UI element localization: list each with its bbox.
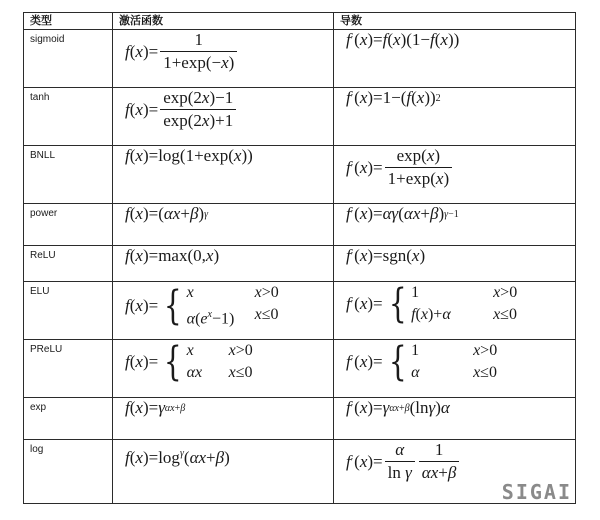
activation-formula: f ( x )= $\frac{\exp(2x)-1}{\exp(2x)+1}$	[113, 88, 334, 146]
table-row	[24, 246, 576, 282]
header-derivative: 导数	[334, 13, 576, 30]
activation-formula: f ( x )= { x x>0 αx x≤0	[113, 340, 334, 398]
row-type: power	[24, 204, 113, 246]
derivative-formula: f ′ ( x )= { 1 x>0 α x≤0	[334, 340, 576, 398]
activation-formula: f ( x )=max(0, x )	[113, 246, 334, 282]
table-row	[24, 440, 576, 504]
derivative-formula: f ′ ( x )= f ( x )(1− f ( x ))	[334, 30, 576, 88]
table-row	[24, 30, 576, 88]
table-row	[24, 398, 576, 440]
derivative-formula: f ′ ( x )= αγ ( αx + β ) γ−1	[334, 204, 576, 246]
activation-formula: f ( x )= γ αx+β	[113, 398, 334, 440]
derivative-formula: f ′ ( x )= $\frac{\alpha}{\text{ln γ}}$ $\frac{1}{\alpha x+\beta}$	[334, 440, 576, 504]
row-type: exp	[24, 398, 113, 440]
header-activation: 激活函数	[113, 13, 334, 30]
row-type: sigmoid	[24, 30, 113, 88]
row-type: log	[24, 440, 113, 504]
header-type: 类型	[24, 13, 113, 30]
table-row	[24, 340, 576, 398]
row-type: ELU	[24, 282, 113, 340]
activation-formula: f ( x )=log $^\gamma$ ( αx + β )	[113, 440, 334, 504]
activation-formula: f ( x )= { x x>0 $\alpha(e^x-1)$ x≤0	[113, 282, 334, 340]
derivative-formula: f ′ ( x )=1−( f ( x )) 2	[334, 88, 576, 146]
row-type: tanh	[24, 88, 113, 146]
activation-formula: f ( x )= $\frac{1}{1+\exp(-x)}$	[113, 30, 334, 88]
row-type: BNLL	[24, 146, 113, 204]
table-row	[24, 88, 576, 146]
table-row	[24, 282, 576, 340]
derivative-formula: f ′ ( x )= γ αx+β (ln γ ) α	[334, 398, 576, 440]
derivative-formula: f ′ ( x )=sgn( x )	[334, 246, 576, 282]
derivative-formula: f ′ ( x )= { 1 x>0 f(x)+α x≤0	[334, 282, 576, 340]
table-row	[24, 146, 576, 204]
activation-formula: f ( x )=( αx + β ) γ	[113, 204, 334, 246]
sigai-logo: SIGAI	[501, 480, 572, 504]
row-type: ReLU	[24, 246, 113, 282]
activation-table	[23, 12, 576, 504]
derivative-formula: f ′ ( x )= $\frac{\exp(x)}{1+\exp(x)}$	[334, 146, 576, 204]
table-row	[24, 204, 576, 246]
row-type: PReLU	[24, 340, 113, 398]
activation-formula: f ( x )=log(1+exp( x ))	[113, 146, 334, 204]
header-row	[24, 13, 576, 30]
